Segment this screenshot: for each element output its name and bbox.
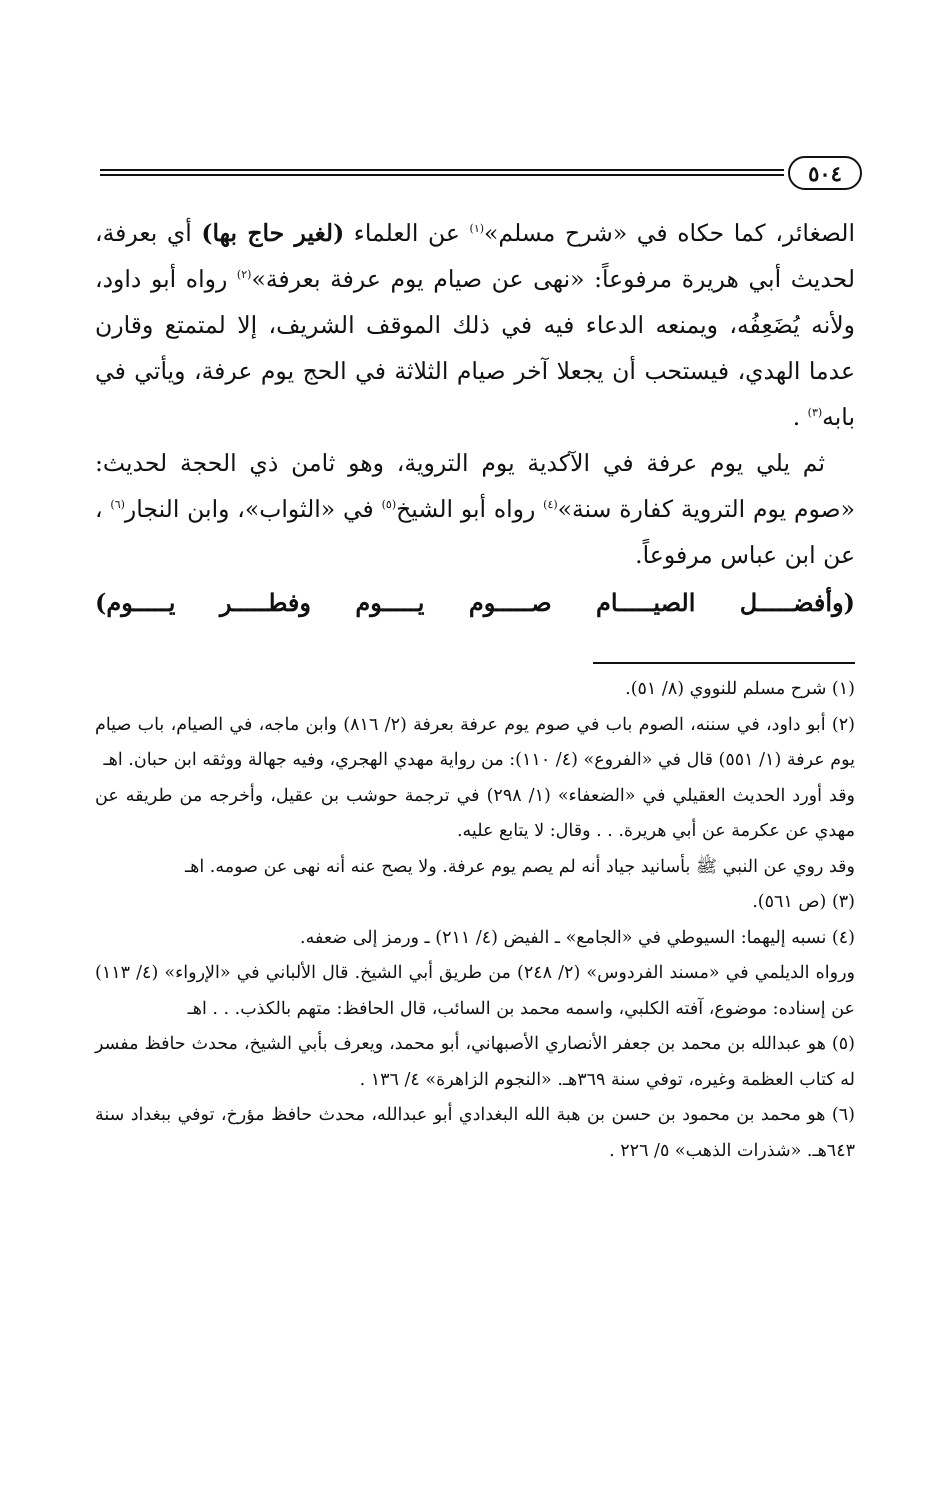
- footnote: (٣) (ص ٥٦١).: [752, 892, 855, 912]
- footnote-ref: (٥): [381, 498, 397, 512]
- footnote-separator: [593, 662, 855, 664]
- footnote: (٥) هو عبدالله بن محمد بن جعفر الأنصاري الأصبهاني، أبو محمد، ويعرف بأبي الشيخ، محدث حافظ مفسر له كتاب العظمة وغيره، توفي سنة ٣٦٩هـ. «النجوم الزاهرة» ٤/ ١٣٦ .: [95, 1034, 855, 1090]
- header-rule: [100, 169, 784, 171]
- footnote: (٢) أبو داود، في سننه، الصوم باب في صوم يوم عرفة بعرفة (٢/ ٨١٦) وابن ماجه، في الصيام، باب صيام يوم عرفة (١/ ٥٥١) قال في «الفروع» (٤/ ١١٠): من رواية مهدي الهجري، وفيه جهالة ووثقه ابن حبان. اهـ: [95, 714, 855, 770]
- footnotes: [95, 672, 855, 1169]
- section-heading: (وأفضـــــل الصيـــــام صـــــوم يـــــوم وفطـــــر يـــــوم): [95, 588, 855, 617]
- matn-text: (لغير حاج بها): [201, 219, 345, 247]
- main-text: [95, 210, 855, 628]
- footnote: ورواه الديلمي في «مسند الفردوس» (٢/ ٢٤٨) من طريق أبي الشيخ. قال الألباني في «الإرواء» (٤/ ١١٣) عن إسناده: موضوع، آفته الكلبي، واسمه محمد بن السائب، قال الحافظ: متهم بالكذب. . . اهـ: [95, 963, 855, 1019]
- footnote: وقد روي عن النبي ﷺ بأسانيد جياد أنه لم يصم يوم عرفة. ولا يصح عنه أنه نهى عن صومه. اهـ: [185, 856, 855, 877]
- footnote: (٦) هو محمد بن محمود بن حسن بن هبة الله البغدادي أبو عبدالله، محدث حافظ مؤرخ، توفي ببغداد سنة ٦٤٣هـ. «شذرات الذهب» ٥/ ٢٢٦ .: [95, 1105, 855, 1161]
- paragraph: ثم يلي يوم عرفة في الآكدية يوم التروية، وهو ثامن ذي الحجة لحديث: «صوم يوم التروية كفارة سنة»$^{(٤)}$ رواه أبو الشيخ$^{(٥)}$ في «الثواب»، وابن النجار$^{(٦)}$ ، عن ابن عباس مرفوعاً.: [95, 449, 855, 569]
- footnote-ref: (٣): [807, 406, 823, 420]
- footnote: وقد أورد الحديث العقيلي في «الضعفاء» (١/ ٢٩٨) في ترجمة حوشب بن عقيل، وأخرجه من طريقه عن مهدي عن عكرمة عن أبي هريرة. . . وقال: لا يتابع عليه.: [95, 785, 856, 841]
- footnote: (٤) نسبه إليهما: السيوطي في «الجامع» ـ الفيض (٤/ ٢١١) ـ ورمز إلى ضعفه.: [300, 927, 855, 948]
- footnote-ref: (٦): [110, 498, 125, 512]
- footnote-ref: (١): [469, 222, 485, 236]
- page-number: ٥٠٤: [788, 156, 862, 190]
- footnote-ref: (٤): [543, 498, 558, 512]
- page-header: [100, 160, 862, 190]
- footnote: (١) شرح مسلم للنووي (٨/ ٥١).: [625, 679, 855, 699]
- footnote-ref: (٢): [236, 268, 252, 282]
- paragraph: الصغائر، كما حكاه في «شرح مسلم»$^{(١)}$ عن العلماء (لغير حاج بها) أي بعرفة، لحديث أبي هريرة مرفوعاً: «نهى عن صيام يوم عرفة بعرفة»$^{(٢)}$ رواه أبو داود، ولأنه يُضَعِفُه، ويمنعه الدعاء فيه في ذلك الموقف الشريف، إلا لمتمتع وقارن عدما الهدي، فيستحب أن يجعلا آخر صيام الثلاثة في الحج يوم عرفة، ويأتي في بابه$^{(٣)}$ .: [95, 219, 855, 431]
- header-rule: [100, 174, 784, 176]
